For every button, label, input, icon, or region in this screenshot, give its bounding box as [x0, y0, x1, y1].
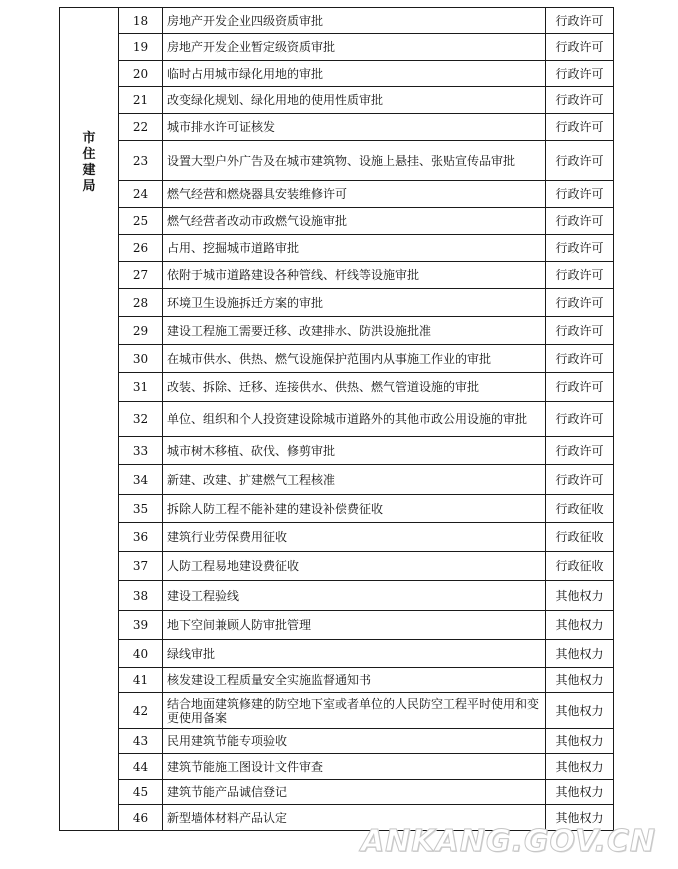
table-row	[60, 181, 614, 208]
row-number: 27	[119, 262, 163, 289]
item-name: 建设工程验线	[163, 581, 546, 611]
item-name: 核发建设工程质量安全实施监督通知书	[163, 668, 546, 693]
item-name: 设置大型户外广告及在城市建筑物、设施上悬挂、张贴宣传品审批	[163, 141, 546, 181]
department-label: 市住建局	[82, 131, 96, 194]
table-row	[60, 208, 614, 235]
table-row	[60, 61, 614, 87]
row-number: 28	[119, 289, 163, 317]
row-number: 29	[119, 317, 163, 345]
row-number: 20	[119, 61, 163, 87]
item-category: 行政征收	[546, 523, 614, 552]
item-name: 新建、改建、扩建燃气工程核准	[163, 465, 546, 495]
table-row	[60, 345, 614, 373]
item-category: 其他权力	[546, 581, 614, 611]
item-name: 依附于城市道路建设各种管线、杆线等设施审批	[163, 262, 546, 289]
item-name: 人防工程易地建设费征收	[163, 552, 546, 581]
item-name: 燃气经营者改动市政燃气设施审批	[163, 208, 546, 235]
table-row	[60, 262, 614, 289]
item-name: 房地产开发企业四级资质审批	[163, 8, 546, 34]
table-row	[60, 495, 614, 523]
table-row	[60, 34, 614, 61]
table-body	[60, 8, 614, 831]
table-row	[60, 289, 614, 317]
item-category: 行政许可	[546, 373, 614, 402]
table-row	[60, 754, 614, 780]
item-category: 行政许可	[546, 141, 614, 181]
item-name: 改装、拆除、迁移、连接供水、供热、燃气管道设施的审批	[163, 373, 546, 402]
row-number: 21	[119, 87, 163, 114]
item-category: 其他权力	[546, 640, 614, 668]
item-name: 绿线审批	[163, 640, 546, 668]
item-name: 改变绿化规划、绿化用地的使用性质审批	[163, 87, 546, 114]
department-cell	[60, 8, 119, 831]
item-name: 建筑节能施工图设计文件审查	[163, 754, 546, 780]
row-number: 34	[119, 465, 163, 495]
row-number: 36	[119, 523, 163, 552]
item-name: 单位、组织和个人投资建设除城市道路外的其他市政公用设施的审批	[163, 402, 546, 437]
row-number: 30	[119, 345, 163, 373]
row-number: 45	[119, 780, 163, 805]
row-number: 37	[119, 552, 163, 581]
item-category: 行政许可	[546, 235, 614, 262]
item-category: 行政许可	[546, 262, 614, 289]
row-number: 32	[119, 402, 163, 437]
item-category: 其他权力	[546, 754, 614, 780]
item-name: 城市排水许可证核发	[163, 114, 546, 141]
item-category: 其他权力	[546, 780, 614, 805]
power-list-table	[59, 7, 614, 831]
row-number: 44	[119, 754, 163, 780]
item-category: 行政许可	[546, 114, 614, 141]
item-category: 行政征收	[546, 552, 614, 581]
row-number: 31	[119, 373, 163, 402]
row-number: 18	[119, 8, 163, 34]
table-row	[60, 729, 614, 754]
row-number: 23	[119, 141, 163, 181]
item-name: 环境卫生设施拆迁方案的审批	[163, 289, 546, 317]
table-row	[60, 523, 614, 552]
item-category: 行政许可	[546, 61, 614, 87]
row-number: 19	[119, 34, 163, 61]
table-row	[60, 437, 614, 465]
item-category: 其他权力	[546, 693, 614, 729]
item-name: 房地产开发企业暂定级资质审批	[163, 34, 546, 61]
item-name: 占用、挖掘城市道路审批	[163, 235, 546, 262]
table-row	[60, 8, 614, 34]
row-number: 22	[119, 114, 163, 141]
item-category: 其他权力	[546, 729, 614, 754]
row-number: 25	[119, 208, 163, 235]
table-row	[60, 581, 614, 611]
table-row	[60, 141, 614, 181]
item-name: 拆除人防工程不能补建的建设补偿费征收	[163, 495, 546, 523]
item-name: 地下空间兼顾人防审批管理	[163, 611, 546, 640]
table-row	[60, 693, 614, 729]
row-number: 24	[119, 181, 163, 208]
item-category: 行政许可	[546, 8, 614, 34]
item-name: 城市树木移植、砍伐、修剪审批	[163, 437, 546, 465]
item-category: 其他权力	[546, 611, 614, 640]
item-category: 行政许可	[546, 465, 614, 495]
item-category: 行政许可	[546, 181, 614, 208]
table-row	[60, 640, 614, 668]
item-category: 行政许可	[546, 345, 614, 373]
table-row	[60, 465, 614, 495]
row-number: 39	[119, 611, 163, 640]
row-number: 38	[119, 581, 163, 611]
item-name: 燃气经营和燃烧器具安装维修许可	[163, 181, 546, 208]
item-name: 临时占用城市绿化用地的审批	[163, 61, 546, 87]
row-number: 26	[119, 235, 163, 262]
table-row	[60, 87, 614, 114]
table-row	[60, 668, 614, 693]
item-category: 行政许可	[546, 402, 614, 437]
table-row	[60, 114, 614, 141]
row-number: 33	[119, 437, 163, 465]
table-row	[60, 373, 614, 402]
table-row	[60, 780, 614, 805]
table-row	[60, 611, 614, 640]
row-number: 42	[119, 693, 163, 729]
item-name: 建设工程施工需要迁移、改建排水、防洪设施批准	[163, 317, 546, 345]
item-name: 民用建筑节能专项验收	[163, 729, 546, 754]
item-category: 行政许可	[546, 317, 614, 345]
site-watermark: ANKANG.GOV.CN	[360, 824, 656, 859]
item-category: 行政征收	[546, 495, 614, 523]
row-number: 35	[119, 495, 163, 523]
row-number: 46	[119, 805, 163, 831]
row-number: 40	[119, 640, 163, 668]
table-row	[60, 402, 614, 437]
item-category: 行政许可	[546, 87, 614, 114]
table-row	[60, 235, 614, 262]
item-name: 新型墙体材料产品认定	[163, 805, 546, 831]
item-name: 建筑行业劳保费用征收	[163, 523, 546, 552]
item-category: 行政许可	[546, 208, 614, 235]
item-category: 其他权力	[546, 668, 614, 693]
row-number: 41	[119, 668, 163, 693]
table-row	[60, 317, 614, 345]
table-row	[60, 552, 614, 581]
item-category: 行政许可	[546, 34, 614, 61]
row-number: 43	[119, 729, 163, 754]
item-name: 结合地面建筑修建的防空地下室或者单位的人民防空工程平时使用和变更使用备案	[163, 693, 546, 729]
item-name: 建筑节能产品诚信登记	[163, 780, 546, 805]
item-category: 行政许可	[546, 289, 614, 317]
item-name: 在城市供水、供热、燃气设施保护范围内从事施工作业的审批	[163, 345, 546, 373]
item-category: 行政许可	[546, 437, 614, 465]
item-category: 其他权力	[546, 805, 614, 831]
